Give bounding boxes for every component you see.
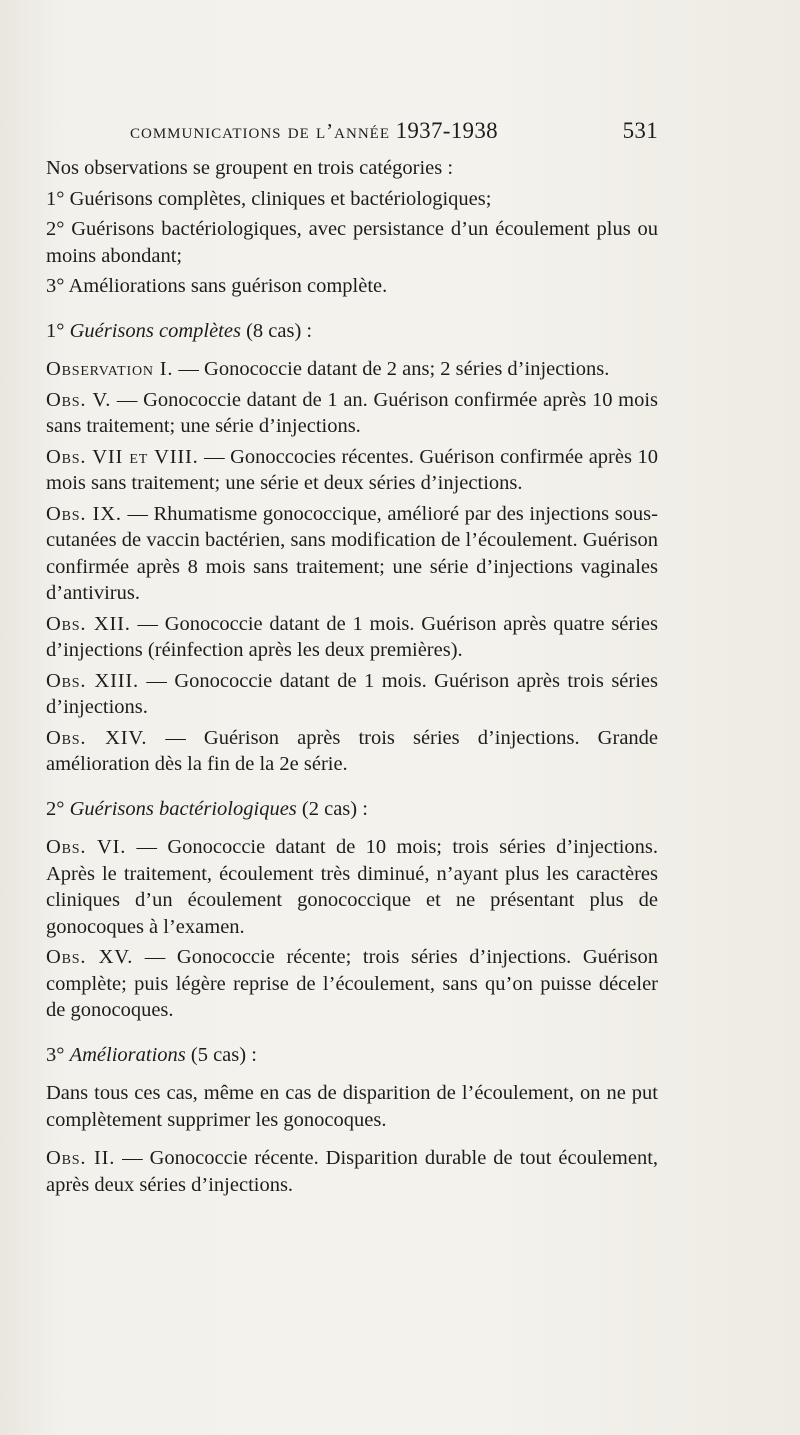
observation-label: Observation I. <box>46 358 174 380</box>
section-number: 3° <box>46 1043 65 1066</box>
section-title: Guérisons bactériologiques <box>69 797 297 820</box>
section-count: (5 cas) : <box>190 1043 257 1066</box>
observation-label: Obs. V. <box>46 388 112 411</box>
observation-text: — Gonococcie datant de 1 an. Guérison confirmée après 10 mois sans traitement; une série d’injections. <box>46 388 658 437</box>
observation-entry <box>46 1145 658 1198</box>
observation-entry <box>46 501 658 607</box>
section-paragraph: Dans tous ces cas, même en cas de disparition de l’écoulement, on ne put complètement supprimer les gonocoques. <box>46 1082 658 1131</box>
observation-label: Obs. XII. <box>46 612 131 635</box>
running-years: 1937-1938 <box>395 118 498 143</box>
observation-text: — Gonococcie datant de 1 mois. Guérison après quatre séries d’injections (réinfection après les deux premières). <box>46 612 658 661</box>
observation-entry <box>46 611 658 664</box>
section-heading-1 <box>46 318 658 345</box>
section-count: (8 cas) : <box>246 319 313 342</box>
section-title: Améliorations <box>69 1043 186 1066</box>
section-heading-3 <box>46 1042 658 1069</box>
observation-entry <box>46 668 658 721</box>
observation-text: — Gonococcie datant de 2 ans; 2 séries d’injections. <box>178 358 610 380</box>
section-number: 2° <box>46 797 65 820</box>
observation-text: — Gonococcie récente. Disparition durable de tout écoulement, après deux séries d’injections. <box>46 1147 659 1196</box>
observation-text: — Gonococcie récente; trois séries d’injections. Guérison complète; puis légère reprise de l’écoulement, sans qu’on puisse déceler de gonocoques. <box>46 946 658 1021</box>
section-count: (2 cas) : <box>301 797 368 820</box>
observation-text: — Gonococcie datant de 10 mois; trois séries d’injections. Après le traitement, écoulement très diminué, n’ayant plus les caractères cliniques d’un écoulement gonococcique et ne présentant plus de gonocoques à l’examen. <box>46 836 659 938</box>
intro-item-3: 3° Améliorations sans guérison complète. <box>46 275 388 297</box>
observation-entry <box>46 356 658 383</box>
observation-entry <box>46 834 658 940</box>
body-text <box>46 155 658 1198</box>
section-title: Guérisons complètes <box>69 319 241 342</box>
running-header <box>130 118 658 144</box>
intro-item-2: 2° Guérisons bactériologiques, avec persistance d’un écoulement plus ou moins abondant; <box>46 218 658 267</box>
observation-label: Obs. VII et VIII. <box>46 445 199 468</box>
observation-label: Obs. VI. <box>46 836 127 858</box>
observation-entry <box>46 725 658 778</box>
intro-line: Nos observations se groupent en trois catégories : <box>46 157 454 179</box>
observation-label: Obs. XIV. <box>46 726 148 749</box>
observation-entry <box>46 444 658 497</box>
observation-entry <box>46 944 658 1024</box>
observation-entry <box>46 387 658 440</box>
page-number: 531 <box>622 118 658 143</box>
observation-label: Obs. XIII. <box>46 669 139 692</box>
observation-text: — Gonococcie datant de 1 mois. Guérison après trois séries d’injections. <box>46 669 659 718</box>
observation-text: — Guérison après trois séries d’injections. Grande amélioration dès la fin de la 2e série. <box>46 726 659 775</box>
intro-item-1: 1° Guérisons complètes, cliniques et bactériologiques; <box>46 187 492 210</box>
observation-text: — Rhumatisme gonococcique, amélioré par des injections sous-cutanées de vaccin bactérien, sans modification de l’écoulement. Guérison confirmée après 8 mois sans traitement; une série d’injections vaginales d’antivirus. <box>46 502 658 604</box>
observation-label: Obs. IX. <box>46 502 122 525</box>
observation-label: Obs. XV. <box>46 946 134 968</box>
observation-label: Obs. II. <box>46 1147 116 1169</box>
observation-text: — Gonoccocies récentes. Guérison confirmée après 10 mois sans traitement; une série et deux séries d’injections. <box>46 445 658 494</box>
section-number: 1° <box>46 319 65 342</box>
section-heading-2 <box>46 796 658 823</box>
running-title: communications de l’année <box>130 119 390 143</box>
